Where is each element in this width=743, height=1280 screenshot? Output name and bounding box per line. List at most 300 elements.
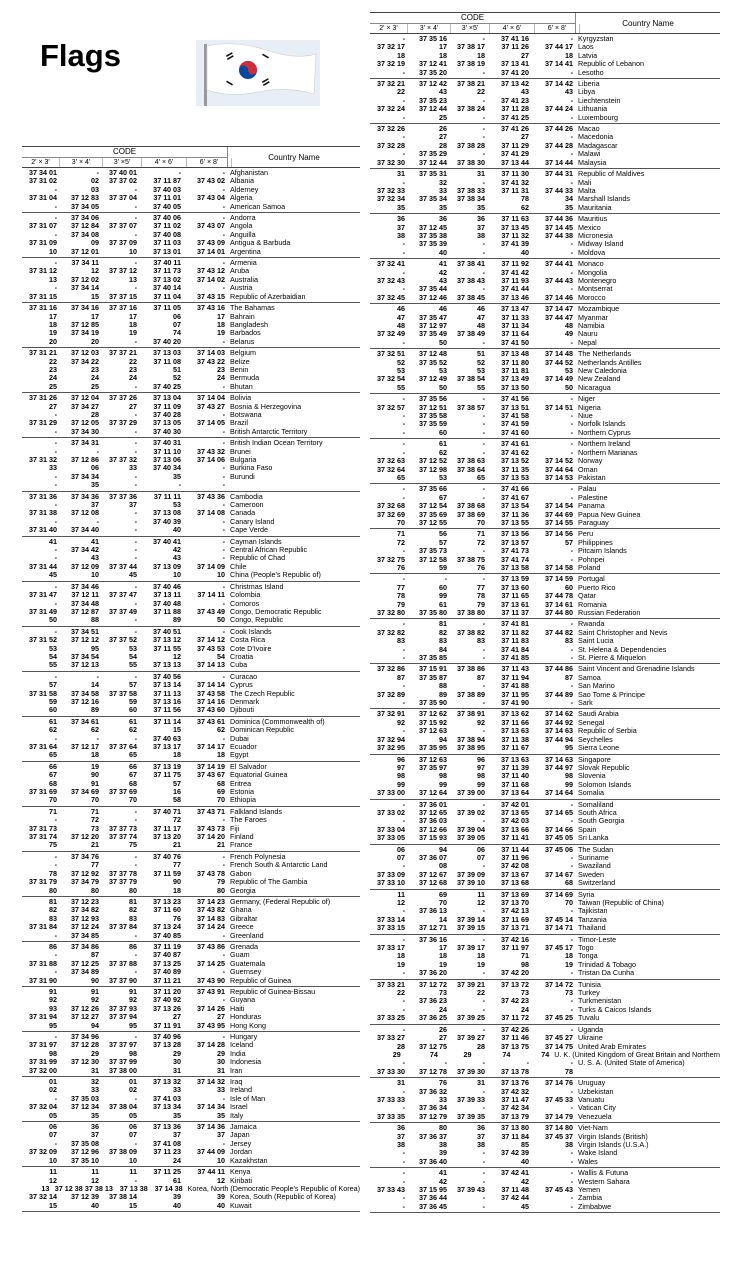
code-3x5: 31 <box>477 1078 485 1088</box>
code-3x5: 37 37 94 <box>109 1012 137 1022</box>
code-2x3: - <box>402 394 405 404</box>
table-row <box>370 1158 720 1166</box>
code-6x8: 37 44 43 <box>545 275 573 285</box>
code-2x3: 83 <box>397 636 405 646</box>
code-3x5: 18 <box>129 319 137 329</box>
code-3x5: 37 37 93 <box>109 1003 137 1013</box>
code-3x5: 37 38 30 <box>457 157 485 167</box>
table-row <box>22 383 360 391</box>
table-row <box>370 80 720 88</box>
table-row <box>370 429 720 437</box>
country-name: Norfolk Islands <box>578 419 626 429</box>
table-row <box>22 366 360 374</box>
code-6x8: - <box>570 1193 573 1203</box>
code-3x4: 70 <box>439 898 447 907</box>
code-6x8: 37 14 06 <box>197 455 225 464</box>
code-3x5: 37 38 80 <box>457 608 485 617</box>
code-6x8: 18 <box>217 319 225 329</box>
code-2x3: 68 <box>49 778 57 788</box>
code-3x5: 37 38 24 <box>457 104 485 114</box>
country-name: Belize <box>230 356 250 366</box>
code-4x6: 37 13 19 <box>153 761 181 771</box>
code-3x5: 37 38 57 <box>457 402 485 412</box>
code-2x3: 37 31 16 <box>29 303 57 313</box>
code-3x4: 94 <box>439 844 447 854</box>
code-3x4: 37 36 34 <box>419 1103 447 1113</box>
code-3x5: 86 <box>129 941 137 951</box>
code-3x4: 73 <box>91 823 99 833</box>
code-2x3: 37 32 57 <box>377 402 405 412</box>
table-row <box>22 878 360 886</box>
country-name: Angola <box>230 221 253 231</box>
code-3x4: 90 <box>91 975 99 985</box>
country-name: Midway Island <box>578 239 624 249</box>
code-2x3: 37 32 64 <box>377 464 405 474</box>
country-name: Samoa <box>578 672 601 682</box>
code-6x8: - <box>570 619 573 629</box>
code-3x5: 55 <box>477 382 485 392</box>
code-2x3: 37 32 91 <box>377 709 405 719</box>
code-6x8: 37 43 82 <box>197 905 225 915</box>
code-2x3: 05 <box>49 1110 57 1120</box>
code-6x8: 50 <box>217 615 225 625</box>
code-6x8: 39 <box>217 1192 225 1202</box>
country-name: South Georgia <box>578 816 625 826</box>
code-4x6: 37 40 46 <box>153 581 181 591</box>
code-3x4: 37 12 75 <box>419 1041 447 1051</box>
code-4x6: 37 40 41 <box>153 536 181 546</box>
code-3x4: 37 35 90 <box>419 698 447 708</box>
code-2x3: 37 32 94 <box>377 734 405 744</box>
code-3x5: 53 <box>477 366 485 376</box>
code-2x3: - <box>402 861 405 871</box>
country-name: San Marino <box>578 681 615 691</box>
country-name: Philippines <box>578 537 613 547</box>
code-3x4: 83 <box>439 636 447 646</box>
code-6x8: 37 43 95 <box>197 1020 225 1030</box>
code-4x6: 37 13 57 <box>501 537 529 547</box>
code-3x4: 37 34 51 <box>71 626 99 636</box>
code-3x4: 20 <box>91 336 99 346</box>
code-3x5: 13 <box>129 274 137 284</box>
code-3x4: 37 34 19 <box>71 328 99 338</box>
code-4x6: 40 <box>521 1156 529 1166</box>
code-3x4: 26 <box>439 124 447 134</box>
code-2x3: - <box>402 427 405 437</box>
country-name: Papua New Guinea <box>578 509 641 519</box>
code-3x5: 55 <box>129 660 137 670</box>
code-6x8: 37 45 27 <box>545 1033 573 1043</box>
table-row <box>22 1157 360 1165</box>
code-3x4: 35 <box>91 480 99 490</box>
code-3x5: - <box>134 381 137 391</box>
code-4x6: 37 40 92 <box>153 995 181 1005</box>
korean-flag-image <box>196 40 320 106</box>
code-3x5: 37 37 97 <box>109 1040 137 1050</box>
country-name: Latvia <box>578 50 598 60</box>
code-4x6: 37 13 05 <box>153 418 181 428</box>
code-6x8: - <box>222 283 225 293</box>
code-6x8: 37 14 52 <box>545 456 573 466</box>
code-4x6: 89 <box>173 615 181 625</box>
country-name: French South & Antarctic Land <box>230 860 328 870</box>
code-2x3: 37 31 36 <box>29 491 57 501</box>
code-3x5: 54 <box>129 651 137 661</box>
country-name: China (People's Republic of) <box>230 570 321 580</box>
code-6x8: - <box>222 536 225 546</box>
code-2x3: - <box>402 968 405 978</box>
country-name: Turks & Caicos Islands <box>578 1004 652 1014</box>
code-3x5: 82 <box>129 905 137 915</box>
code-6x8: - <box>570 394 573 404</box>
code-6x8: - <box>222 184 225 194</box>
size-3x4-header: 3' × 4' <box>60 158 103 167</box>
code-4x6: 37 11 94 <box>501 672 529 682</box>
code-3x4: - <box>96 733 99 743</box>
code-4x6: 37 11 82 <box>501 627 529 637</box>
country-name: Afghanistan <box>230 168 268 177</box>
code-2x3: 37 33 33 <box>377 1094 405 1104</box>
code-3x4: 21 <box>91 840 99 850</box>
code-4x6: 37 11 03 <box>153 238 181 248</box>
code-3x5: - <box>134 806 137 816</box>
country-name: Yemen <box>578 1185 601 1194</box>
code-3x4: 37 35 29 <box>419 149 447 159</box>
code-6x8: - <box>570 1004 573 1014</box>
table-row <box>370 1169 720 1177</box>
code-3x4: 37 34 34 <box>71 471 99 481</box>
country-group <box>370 709 720 754</box>
code-3x4: 37 35 56 <box>419 394 447 404</box>
code-2x3: 72 <box>397 537 405 547</box>
code-3x4: 37 36 40 <box>419 1156 447 1166</box>
country-name: France <box>230 840 253 850</box>
code-6x8: 37 43 53 <box>197 643 225 653</box>
code-2x3: 76 <box>397 562 405 572</box>
code-2x3: 33 <box>49 463 57 473</box>
code-6x8: 31 <box>217 1065 225 1075</box>
code-2x3: 75 <box>49 840 57 850</box>
code-3x5: 71 <box>477 529 485 539</box>
code-3x4: 94 <box>439 734 447 744</box>
code-3x5: 37 38 95 <box>457 743 485 753</box>
code-3x4: 37 12 48 <box>419 349 447 359</box>
code-3x4: 37 34 76 <box>71 851 99 861</box>
country-name: Spain <box>578 824 597 834</box>
code-3x4: 37 12 25 <box>71 958 99 968</box>
code-6x8: - <box>222 168 225 177</box>
code-6x8: 37 45 25 <box>545 1013 573 1023</box>
code-3x4: 37 34 89 <box>71 967 99 977</box>
code-6x8: 79 <box>217 877 225 887</box>
code-2x3: - <box>54 229 57 239</box>
code-3x4: 37 12 63 <box>419 726 447 736</box>
code-3x5: - <box>482 698 485 708</box>
code-4x6: 37 41 67 <box>501 492 529 502</box>
code-3x4: 37 12 71 <box>419 923 447 933</box>
country-name: Seychelles <box>578 734 613 744</box>
code-6x8: 37 43 16 <box>197 303 225 313</box>
code-3x4: 37 35 20 <box>419 67 447 77</box>
code-2x3: 67 <box>49 770 57 780</box>
code-3x5: 28 <box>477 1041 485 1051</box>
code-2x3: - <box>54 1093 57 1103</box>
country-name: Falkland Islands <box>230 806 282 816</box>
code-6x8: 18 <box>565 951 573 961</box>
country-name: Romania <box>578 599 607 609</box>
country-name: Laos <box>578 42 594 52</box>
code-2x3: 17 <box>49 311 57 321</box>
country-name-header: Country Name <box>227 147 360 167</box>
country-name: Slovak Republic <box>578 762 630 772</box>
code-3x4: 37 12 63 <box>419 754 447 764</box>
code-6x8: 37 14 41 <box>545 59 573 69</box>
code-6x8: 57 <box>565 537 573 547</box>
code-2x3: 07 <box>397 852 405 862</box>
code-4x6: 37 11 87 <box>153 176 181 186</box>
code-2x3: 37 31 79 <box>29 877 57 887</box>
code-6x8: 37 14 17 <box>197 742 225 751</box>
code-3x4: - <box>444 1058 447 1068</box>
code-3x4: 37 12 55 <box>419 517 447 527</box>
country-name: Costa Rica <box>230 635 266 645</box>
code-6x8: - <box>570 968 573 978</box>
code-6x8: - <box>570 419 573 429</box>
code-3x5: 36 <box>477 1123 485 1133</box>
code-6x8: 17 <box>217 311 225 321</box>
code-6x8: 37 44 36 <box>545 214 573 224</box>
code-4x6: 37 40 51 <box>153 626 181 636</box>
code-4x6: 37 13 46 <box>501 292 529 302</box>
code-3x4: 37 12 45 <box>419 222 447 232</box>
country-name: British Antarctic Territory <box>230 426 308 436</box>
code-4x6: 37 11 66 <box>501 717 529 727</box>
code-3x5: 19 <box>477 959 485 969</box>
code-6x8: 68 <box>217 778 225 788</box>
code-4x6: 37 13 80 <box>501 1123 529 1133</box>
code-4x6: 37 11 38 <box>501 734 529 744</box>
code-4x6: 37 41 42 <box>501 267 529 277</box>
code-6x8: 37 44 94 <box>545 734 573 744</box>
code-2x3: 78 <box>397 591 405 601</box>
code-4x6: 37 13 32 <box>153 1077 181 1087</box>
country-group <box>22 717 360 762</box>
table-row <box>370 834 720 842</box>
code-3x5: 95 <box>129 1020 137 1030</box>
code-4x6: 37 13 48 <box>501 349 529 359</box>
country-group <box>22 537 360 582</box>
code-2x3: - <box>402 267 405 277</box>
country-name: Vatican City <box>578 1103 616 1113</box>
code-4x6: 71 <box>521 951 529 961</box>
code-4x6: 06 <box>173 311 181 321</box>
code-2x3: - <box>402 698 405 708</box>
code-2x3: 31 <box>397 1078 405 1088</box>
code-3x4: 94 <box>91 1020 99 1030</box>
table-header <box>370 12 720 34</box>
country-name: Israel <box>230 1102 248 1112</box>
country-name: Jersey <box>230 1138 252 1148</box>
code-4x6: 37 13 14 <box>153 680 181 690</box>
code-2x3: - <box>54 815 57 825</box>
code-3x4: 37 36 44 <box>419 1193 447 1203</box>
code-4x6: 37 13 42 <box>501 79 529 89</box>
code-2x3: 11 <box>397 889 405 899</box>
table-row <box>370 854 720 862</box>
code-2x3: 22 <box>397 988 405 998</box>
country-group <box>22 438 360 491</box>
country-name: Liechtenstein <box>578 95 621 105</box>
code-6x8: - <box>222 471 225 481</box>
table-row <box>370 339 720 347</box>
code-3x5: - <box>482 619 485 629</box>
country-name: Macao <box>578 124 600 134</box>
code-2x3: - <box>402 284 405 294</box>
code-6x8: 37 14 20 <box>197 832 225 842</box>
code-3x4: 37 34 46 <box>71 581 99 591</box>
table-row <box>370 609 720 617</box>
code-6x8: - <box>222 336 225 346</box>
code-3x5: 37 38 49 <box>457 329 485 339</box>
code-2x3: - <box>402 681 405 691</box>
code-2x3: 37 32 17 <box>377 42 405 52</box>
country-name: Iran <box>230 1065 243 1075</box>
code-3x5: 72 <box>477 537 485 547</box>
country-name: Colombia <box>230 590 261 600</box>
size-6x8-header: 6' × 8' <box>187 158 232 167</box>
code-6x8: 69 <box>217 787 225 797</box>
size-4x6-header: 4' × 6' <box>490 24 535 33</box>
code-3x4: 89 <box>91 705 99 715</box>
code-3x4: 37 34 85 <box>71 930 99 940</box>
code-6x8: 37 14 61 <box>545 599 573 609</box>
country-name: Austria <box>230 283 253 293</box>
table-row <box>22 763 360 771</box>
code-3x5: 47 <box>477 312 485 322</box>
code-4x6: 37 13 16 <box>153 696 181 706</box>
code-3x5: - <box>134 615 137 625</box>
code-3x4: 37 36 45 <box>419 1201 447 1211</box>
code-3x5: 37 37 16 <box>109 303 137 313</box>
code-3x5: - <box>482 546 485 556</box>
code-3x5: 29 <box>463 1049 472 1059</box>
code-6x8: 37 14 66 <box>545 824 573 834</box>
code-3x4: 37 34 05 <box>71 201 99 211</box>
code-3x4: - <box>96 446 99 456</box>
code-3x4: 27 <box>439 1033 447 1043</box>
code-6x8: - <box>222 409 225 419</box>
code-4x6: 37 41 73 <box>501 546 529 556</box>
code-2x3: 28 <box>397 1041 405 1051</box>
code-6x8: 37 43 67 <box>197 770 225 780</box>
code-2x3: 70 <box>49 795 57 805</box>
code-4x6: 37 40 87 <box>153 950 181 960</box>
size-3x4-header: 3' × 4' <box>408 24 451 33</box>
code-3x4: 37 35 34 <box>419 194 447 204</box>
code-6x8: - <box>222 463 225 473</box>
table-row <box>22 526 360 534</box>
code-6x8: 37 43 04 <box>197 193 225 203</box>
code-4x6: 37 41 20 <box>501 67 529 77</box>
code-6x8: - <box>570 177 573 187</box>
code-3x4: 37 34 40 <box>71 525 99 535</box>
country-group <box>22 897 360 942</box>
code-2x3: 10 <box>49 1155 57 1165</box>
table-row <box>370 240 720 248</box>
table-row <box>22 636 360 644</box>
code-6x8: 37 14 47 <box>545 304 573 314</box>
table-row <box>370 1203 720 1211</box>
code-3x5: - <box>134 201 137 211</box>
code-3x5: - <box>134 336 137 346</box>
code-6x8: 37 14 65 <box>545 807 573 817</box>
code-4x6: 37 11 48 <box>501 1185 529 1194</box>
table-row <box>22 943 360 951</box>
code-4x6: 37 13 66 <box>501 824 529 834</box>
table-row <box>370 384 720 392</box>
table-row <box>22 203 360 211</box>
country-name: Kyrgyzstan <box>578 34 614 43</box>
code-4x6: 37 11 91 <box>153 1020 181 1030</box>
code-4x6: 53 <box>173 500 181 510</box>
table-row <box>370 764 720 772</box>
code-4x6: 37 13 50 <box>501 382 529 392</box>
code-2x3: 37 33 15 <box>377 923 405 933</box>
code-3x5: - <box>134 860 137 870</box>
code-3x5: 68 <box>129 778 137 788</box>
code-3x4: 02 <box>91 176 99 186</box>
code-2x3: 37 31 64 <box>29 742 57 751</box>
code-6x8: - <box>222 480 225 490</box>
country-name: Christmas Island <box>230 581 284 591</box>
table-row <box>370 789 720 797</box>
code-3x4: 37 34 16 <box>71 303 99 313</box>
code-4x6: 37 13 47 <box>501 304 529 314</box>
code-3x4: 37 12 11 <box>71 590 99 600</box>
table-row <box>22 673 360 681</box>
country-group <box>22 1032 360 1077</box>
code-6x8: 37 14 75 <box>545 1041 573 1051</box>
code-3x5: 37 37 04 <box>109 193 137 203</box>
code-2x3: - <box>402 1156 405 1166</box>
code-4x6: 37 11 55 <box>153 643 181 653</box>
code-4x6: 37 11 64 <box>501 329 529 339</box>
code-4x6: 37 40 63 <box>153 733 181 743</box>
code-3x4: 37 36 03 <box>419 816 447 826</box>
code-2x3: - <box>402 816 405 826</box>
code-4x6: 37 13 63 <box>501 754 529 764</box>
code-6x8: 60 <box>565 582 573 592</box>
code-6x8: 37 14 44 <box>545 157 573 167</box>
code-4x6: 37 13 52 <box>501 456 529 466</box>
code-2x3: 55 <box>397 382 405 392</box>
code-2x3: 37 33 27 <box>377 1033 405 1043</box>
code-2x3: - <box>54 1032 57 1041</box>
code-4x6: 37 11 26 <box>501 42 529 52</box>
code-3x5: 10 <box>129 1155 137 1165</box>
code-6x8: 37 14 04 <box>197 393 225 403</box>
country-name: Central African Republic <box>230 545 308 555</box>
code-3x5: 37 39 27 <box>457 1033 485 1043</box>
country-name: Sri Lanka <box>578 833 609 843</box>
code-4x6: 78 <box>521 194 529 204</box>
code-3x5: 98 <box>129 1048 137 1058</box>
code-6x8: - <box>570 239 573 249</box>
code-4x6: 37 11 08 <box>153 356 181 366</box>
code-3x5: 18 <box>477 50 485 60</box>
code-3x4: 37 12 54 <box>419 501 447 511</box>
country-name: Korea, South (Republic of Korea) <box>230 1192 336 1202</box>
